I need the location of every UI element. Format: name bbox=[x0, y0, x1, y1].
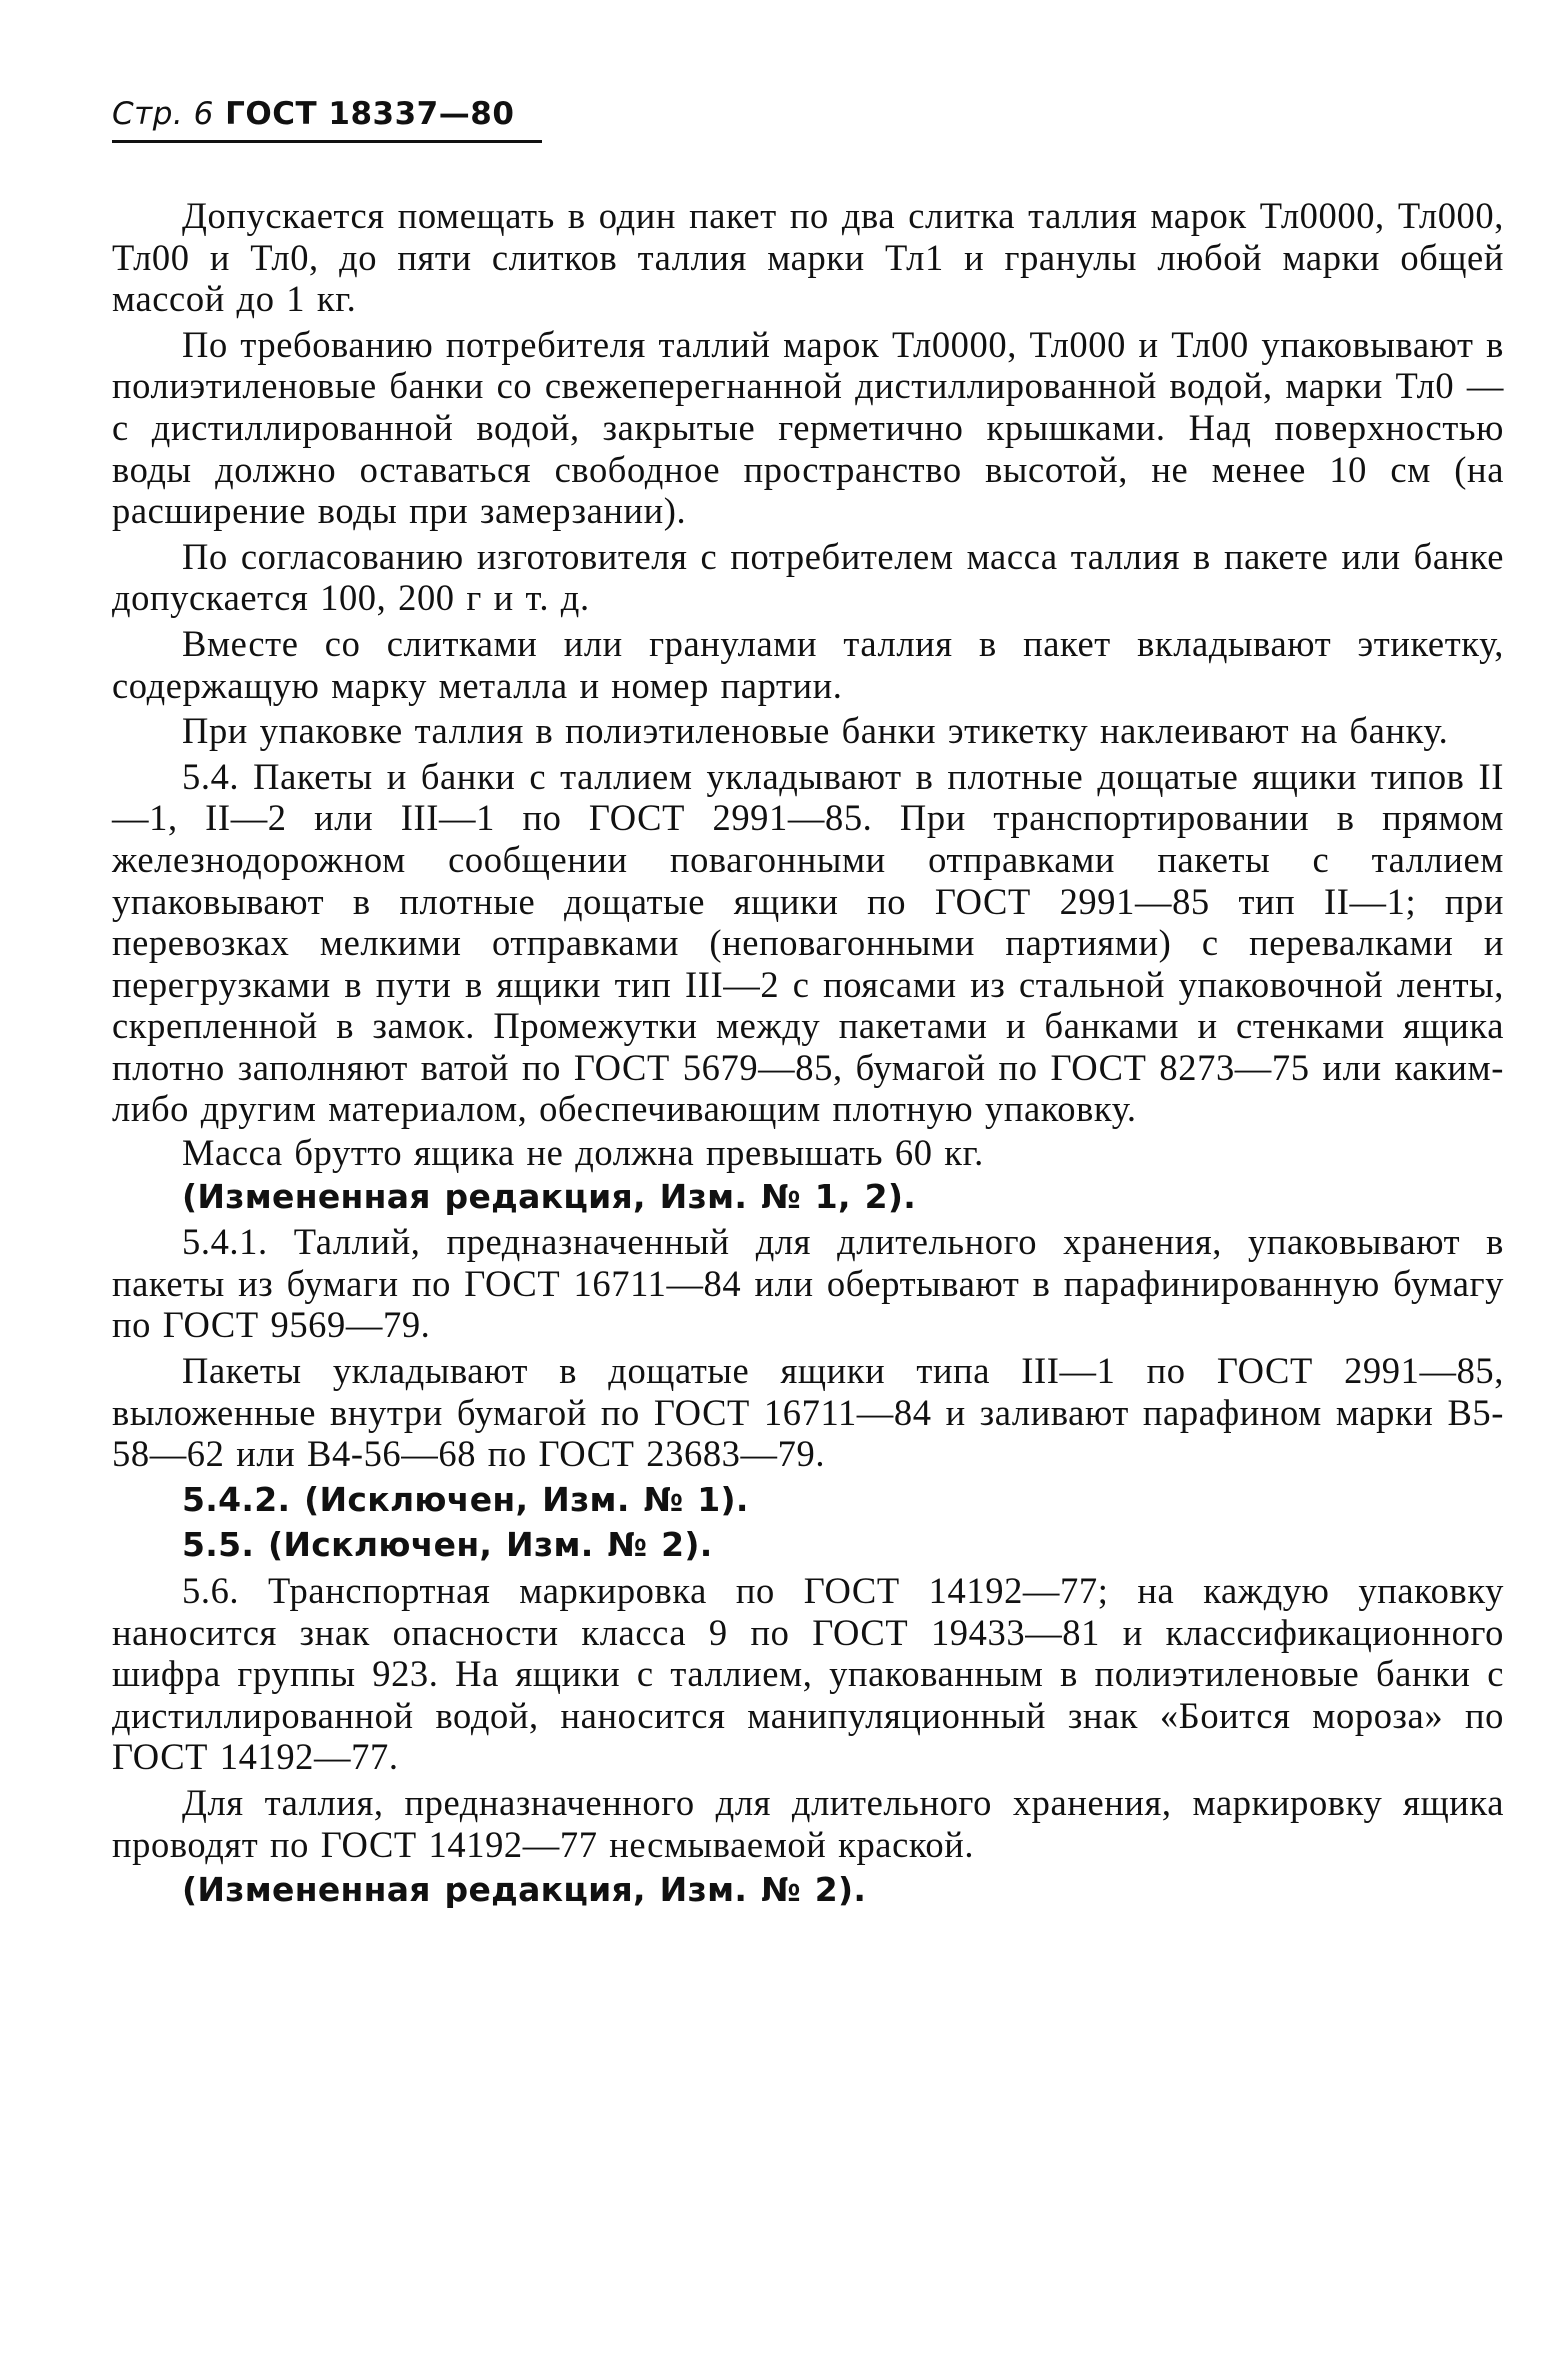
amendment-note: (Измененная редакция, Изм. № 1, 2). bbox=[182, 1176, 917, 1216]
page-header bbox=[112, 96, 542, 143]
paragraph: Допускается помещать в один пакет по два слитка таллия марок Тл0000, Тл000, Тл00 и Тл0, до пяти слитков таллия марки Тл1 и гранулы любой марки общей массой до 1 кг. bbox=[112, 195, 1504, 320]
paragraph: Вместе со слитками или гранулами таллия в пакет вкладывают этикетку, содержащую марку металла и номер партии. bbox=[112, 622, 1504, 706]
paragraph: По согласованию изготовителя с потребителем масса таллия в пакете или банке допускается 100, 200 г и т. д. bbox=[112, 535, 1504, 619]
document-page bbox=[112, 96, 1504, 1915]
amendment-note: (Измененная редакция, Изм. № 2). bbox=[182, 1870, 867, 1910]
paragraph-section-5-4-1: 5.4.1. Таллий, предназначенный для длительного хранения, упаковывают в пакеты из бумаги по ГОСТ 16711—84 или обертывают в парафинированную бумагу по ГОСТ 9569—79. bbox=[112, 1221, 1504, 1346]
page-label: Стр. 6 bbox=[112, 96, 214, 132]
paragraph: Для таллия, предназначенного для длительного хранения, маркировку ящика проводят по ГОСТ 14192—77 несмываемой краской. bbox=[112, 1781, 1504, 1865]
excluded-note-5-5: 5.5. (Исключен, Изм. № 2). bbox=[182, 1525, 713, 1565]
document-body bbox=[112, 195, 1504, 1911]
paragraph: Пакеты укладывают в дощатые ящики типа III—1 по ГОСТ 2991—85, выложенные внутри бумагой по ГОСТ 16711—84 и заливают парафином марки В5-58—62 или В4-56—68 по ГОСТ 23683—79. bbox=[112, 1350, 1504, 1475]
paragraph: Масса брутто ящика не должна превышать 60 кг. bbox=[182, 1132, 984, 1174]
paragraph-section-5-4: 5.4. Пакеты и банки с таллием укладывают в плотные дощатые ящики типов II—1, II—2 или III—1 по ГОСТ 2991—85. При транспортировании в прямом железнодорожном сообщении повагонными отправками пакеты с таллием упаковывают в плотные дощатые ящики по ГОСТ 2991—85 тип II—1; при перевозках мелкими отправками (неповагонными партиями) с перевалками и перегрузками в пути в ящики тип III—2 с поясами из стальной упаковочной ленты, скрепленной в замок. Промежутки между пакетами и банками и стенками ящика плотно заполняют ватой по ГОСТ 5679—85, бумагой по ГОСТ 8273—75 или каким-либо другим материалом, обеспечивающим плотную упаковку. bbox=[112, 755, 1504, 1130]
paragraph: По требованию потребителя таллий марок Тл0000, Тл000 и Тл00 упаковывают в полиэтиленовые банки со свежеперегнанной дистиллированной водой, марки Тл0 — с дистиллированной водой, закрытые герметично крышками. Над поверхностью воды должно оставаться свободное пространство высотой, не менее 10 см (на расширение воды при замерзании). bbox=[112, 323, 1504, 532]
excluded-note-5-4-2: 5.4.2. (Исключен, Изм. № 1). bbox=[182, 1479, 749, 1519]
paragraph: При упаковке таллия в полиэтиленовые банки этикетку наклеивают на банку. bbox=[182, 710, 1449, 752]
standard-number: ГОСТ 18337—80 bbox=[225, 96, 515, 132]
paragraph-section-5-6: 5.6. Транспортная маркировка по ГОСТ 14192—77; на каждую упаковку наносится знак опасности класса 9 по ГОСТ 19433—81 и классификационного шифра группы 923. На ящики с таллием, упакованным в полиэтиленовые банки с дистиллированной водой, наносится манипуляционный знак «Боится мороза» по ГОСТ 14192—77. bbox=[112, 1570, 1504, 1778]
